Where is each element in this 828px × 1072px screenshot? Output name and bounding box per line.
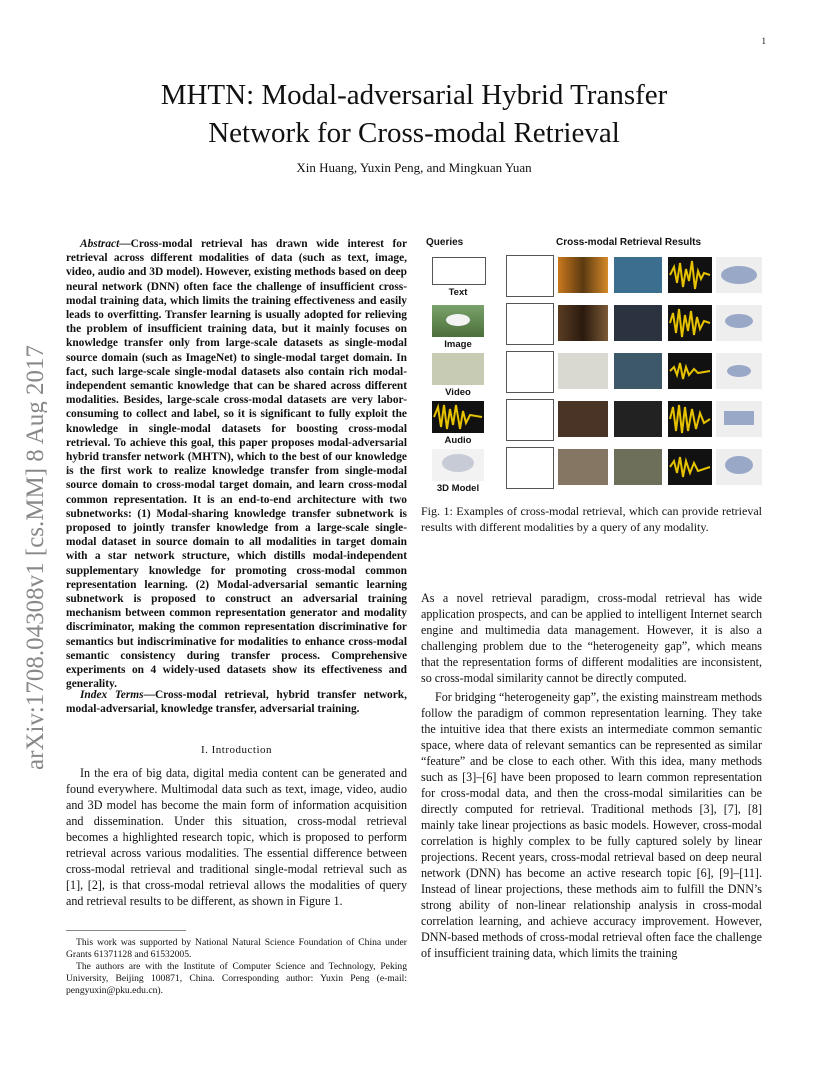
- 3d-piano-thumb: [716, 401, 762, 437]
- result-text-5: [506, 447, 554, 489]
- audio-waveform-2: [668, 305, 712, 341]
- footnote-rule: [66, 930, 186, 931]
- abstract-text: —Cross-modal retrieval has drawn wide interest for retrieval across different modalities of data (such as text, image, video, audio and 3D model). However, existing methods based on deep neural network (DNN) often face the challenge of insufficient cross-modal training data, which limits the training effectiveness and easily leads to overfitting. Transfer learning is usually adopted for relieving the problem of insufficient training data, but it mainly focuses on knowledge transfer only from large-scale datasets as single-modal source domain (such as ImageNet) to single-modal target domain. In fact, such large-scale single-modal datasets also contain rich modal-independent semantic knowledge that can be shared across different modalities. Besides, large-scale cross-modal datasets are very labor-consuming to collect and label, so it is significant to fully exploit the knowledge in single-modal datasets for boosting cross-modal retrieval. To achieve this goal, this paper proposes modal-adversarial hybrid transfer network (MHTN), which to the best of our knowledge is the first work to realize knowledge transfer from single-modal source domain to cross-modal target domain, and learn cross-modal common representation. It is an end-to-end architecture with two subnetworks: (1) Modal-sharing knowledge transfer subnetwork is proposed to jointly transfer knowledge from a large-scale single-modal dataset in source domain to all modalities in target domain with a star network structure, which distills modal-independent supplementary knowledge for promoting cross-modal common representation learning. (2) Modal-adversarial semantic learning subnetwork is proposed to construct an adversarial training mechanism between common representation generator and modality discriminator, making the common representation discriminative for semantics but indiscriminative for modalities to enhance cross-modal semantic consistency during transfer process. Comprehensive experiments on 4 widely-used datasets show its effectiveness and generality.: [66, 238, 407, 691]
- 3d-horse-thumb: [716, 305, 762, 341]
- intro-paragraph: In the era of big data, digital media content can be generated and found everywhere. Multimodal data such as text, image, video, audio and 3D model has become the main form of information acquisition and dissemination. Under this situation, cross-modal retrieval becomes a highlighted research topic, which is proposed to perform retrieval across various modalities. The essential difference between cross-modal retrieval and traditional single-modal retrieval such as [1], [2], is that cross-modal retrieval allows the modalities of query and retrieval results to be different, as shown in Figure 1.: [66, 766, 407, 908]
- arxiv-stamp: [19, 270, 47, 770]
- footnote-2: The authors are with the Institute of Computer Science and Technology, Peking University, Beijing 100871, China. Corresponding author: Yuxin Peng (e-mail: pengyuxin@pku.edu.cn).: [66, 961, 407, 996]
- row-label-image: Image: [444, 339, 472, 350]
- audio-query: [432, 401, 484, 433]
- elephant-image: [558, 449, 608, 485]
- 3d-tiger-thumb: [716, 257, 762, 293]
- elephant-3d-query: [432, 449, 484, 481]
- horse-video-thumb: [614, 305, 662, 341]
- footnote-1: This work was supported by National Natural Science Foundation of China under Grants 61371128 and 61532005.: [66, 937, 407, 960]
- index-terms: [66, 688, 407, 716]
- piano-video-thumb: [614, 401, 662, 437]
- title-line-2: Network for Cross-modal Retrieval: [208, 117, 620, 149]
- paragraph-2: For bridging “heterogeneity gap”, the existing mainstream methods follow the paradigm of common representation learning. They take the intuitive idea that there exists an intermediate common semantic space, where data of relevant semantics can be represented as similar “feature” and be close to each other. With this idea, many methods such as [3]–[6] have been proposed to learn common representation for cross-modal data, and then the cross-modal similarities can be directly computed for retrieval. Traditional methods [3], [7], [8] mainly take linear projections as basic models. However, cross-modal correlation is highly complex to be fully captured solely by linear projections. Recent years, cross-modal retrieval based on deep neural network (DNN) has become an active research topic [6], [9]–[11]. Instead of linear projections, these methods aim to fulfill the DNN’s strong ability of non-linear relationship analysis in cross-modal correlation learning, and achieve accuracy improvement. However, DNN-based methods of cross-modal retrieval often face the challenge of insufficient training data, which limits the training: [421, 690, 762, 960]
- abstract-label: Abstract: [80, 238, 120, 250]
- dog-query-video: [432, 353, 484, 385]
- result-text-1: [506, 255, 554, 297]
- row-label-3d-model: 3D Model: [436, 483, 480, 494]
- arxiv-stamp-text: arXiv:1708.04308v1 [cs.MM] 8 Aug 2017: [22, 345, 47, 770]
- queries-header: Queries: [426, 237, 464, 248]
- dog-image: [558, 353, 608, 389]
- figure-caption: Fig. 1: Examples of cross-modal retrieval, which can provide retrieval results with different modalities by a query of any modality.: [421, 504, 762, 534]
- audio-waveform-1: [668, 257, 712, 293]
- footnotes: [66, 937, 407, 997]
- tiger-image: [558, 257, 608, 293]
- audio-waveform-4: [668, 401, 712, 437]
- 3d-dog-thumb: [716, 353, 762, 389]
- result-text-2: [506, 303, 554, 345]
- abstract: [66, 237, 407, 692]
- row-label-audio: Audio: [444, 435, 472, 446]
- title-line-1: MHTN: Modal-adversarial Hybrid Transfer: [160, 79, 668, 111]
- index-terms-text: —Cross-modal retrieval, hybrid transfer network, modal-adversarial, knowledge transfer, adversarial training.: [66, 689, 407, 716]
- index-terms-label: Index Terms: [80, 689, 144, 701]
- figure-1: [418, 235, 768, 495]
- row-label-video: Video: [445, 387, 471, 398]
- page-number: 1: [761, 36, 766, 46]
- piano-image: [558, 401, 608, 437]
- row-label-text: Text: [448, 287, 468, 298]
- paper-title: [0, 76, 828, 152]
- paragraph-1: As a novel retrieval paradigm, cross-modal retrieval has wide application prospects, and can be applied to intelligent Internet search engine and multimedia data management. However, it is also a challenging problem due to the “heterogeneity gap”, which means that the representation forms of different modalities are inconsistent, so cross-modal similarity cannot be directly computed.: [421, 591, 762, 685]
- text-query-box: [432, 257, 486, 285]
- result-text-4: [506, 399, 554, 441]
- audio-waveform-3: [668, 353, 712, 389]
- dog-video-thumb: [614, 353, 662, 389]
- horse-query-image: [432, 305, 484, 337]
- authors: Xin Huang, Yuxin Peng, and Mingkuan Yuan: [296, 160, 532, 175]
- result-text-3: [506, 351, 554, 393]
- right-column-body: [421, 590, 762, 964]
- elephant-video-thumb: [614, 449, 662, 485]
- section-heading: I. Introduction: [200, 744, 273, 756]
- results-header: Cross-modal Retrieval Results: [556, 237, 702, 248]
- 3d-elephant-thumb: [716, 449, 762, 485]
- horse-image: [558, 305, 608, 341]
- audio-waveform-5: [668, 449, 712, 485]
- tiger-video-thumb: [614, 257, 662, 293]
